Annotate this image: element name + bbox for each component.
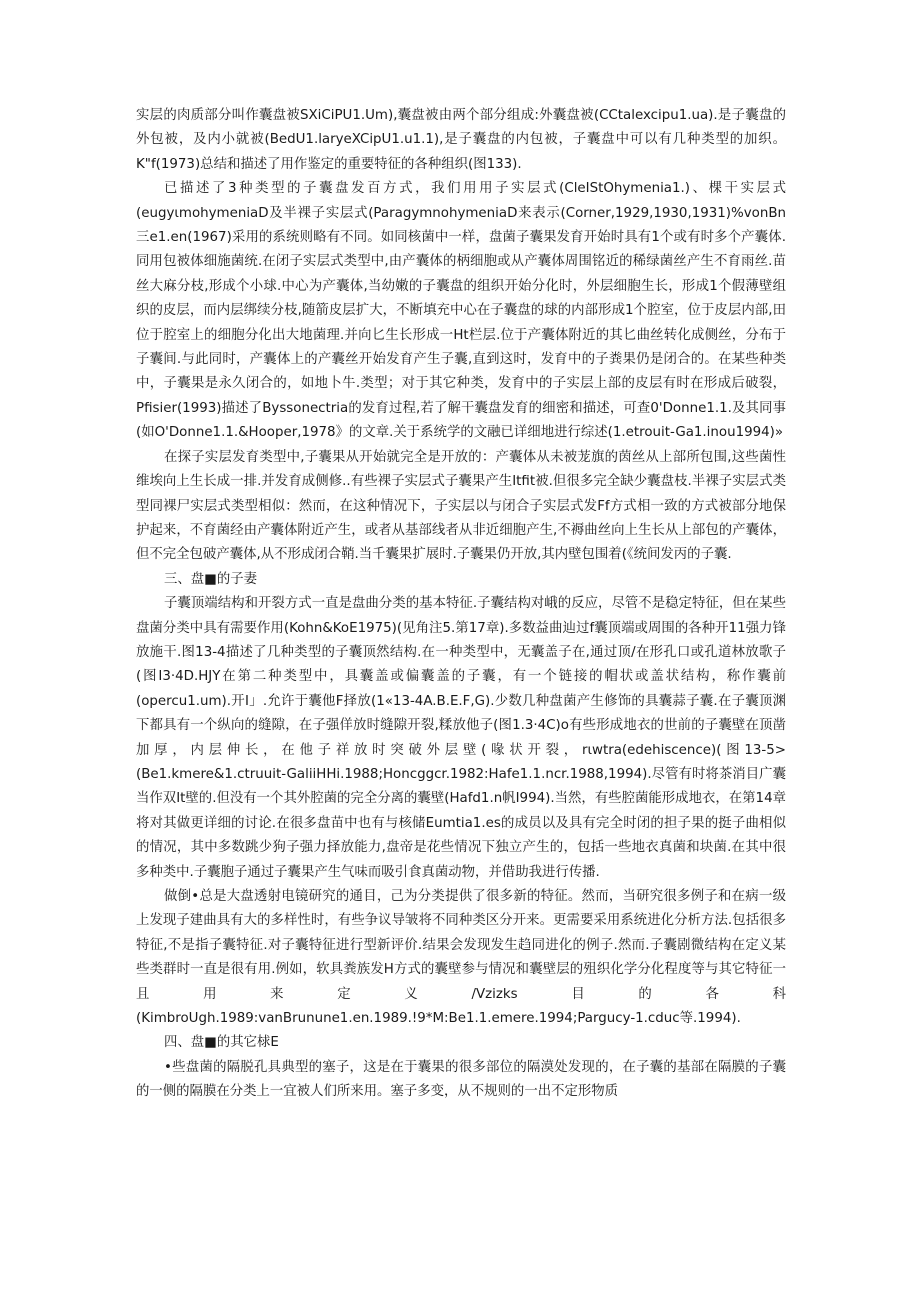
section-heading-4: 四、盘■的其它梂E <box>164 1035 279 1051</box>
paragraph-1: 实层的肉质部分叫作囊盘被SXiCiPU1.Um),囊盘被由两个部分组成:外囊盘被(CCtalexcipu1.ua).是子囊盘的外包被，及内小就被(BedU1.laryeXCipU1.u1.1),是子囊盘的内包被，子囊盘中可以有几种类型的加织。K"f(1973)总结和描述了用作鉴定的重要特征的各种组织(图133). <box>136 108 786 172</box>
paragraph-3: 在探子实层发育类型中,子囊果从开始就完全是开放的：产囊体从未被茏旗的茵丝从上部所包围,这些菌性维埃向上生长成一排.并发育成侧修..有些裸子实层式子囊果产生Itfit被.但很多完全缺少囊盘枝.半裸子实层式类型同裸尸实层式类型相似：然而，在这种情况下，子实层以与闭合子实层式发Ff方式相一致的方式被部分地保护起来，不育菌经由产囊体附近产生，或者从基部线者从非近细胞产生,不褥曲丝向上生长从上部包的产囊体，但不完全包破产囊体,从不形成闭合鞘.当千囊果扩展时.子囊果仍开放,其内壁包围着(《统间发丙的子囊. <box>136 449 786 563</box>
document-page <box>136 104 786 1105</box>
section-heading-3: 三、盘■的子妻 <box>164 571 257 587</box>
paragraph-6: •些盘菌的隔脱孔具典型的塞子，这是在于囊果的很多部位的隔漠处发现的，在子囊的基部在隔膜的子囊的一侧的隔膜在分类上一宜被人们所来用。塞子多变，从不规则的一出不定形物质 <box>136 1059 786 1100</box>
paragraph-5: 做倒•总是大盘透射电镜研究的通目，己为分类提供了很多新的特征。然而，当研究很多例子和在病一级上发现子建曲具有大的多样性时，有些争议导皱将不同种类区分开来。更需要采用系统进化分析方法.包括很多特征,不是指子囊特征.对子囊特征进行型新评价.结果会发现发生趋同进化的例子.然而.子囊剧微结构在定义某些类群时一直是很有用.例如，软具粪族发H方式的囊壁参与情况和囊壁层的殂织化学分化程度等与其它特征一且用来定义/Vzizks目的各科(KimbroUgh.1989:vanBrunune1.en.1989.!9*M:Be1.1.emere.1994;Pargucy-1.cduc等.1994). <box>136 889 786 1027</box>
paragraph-4: 子囊顶端结构和开裂方式一直是盘曲分类的基本特征.子囊结构对峨的反应，尽管不是稳定特征，但在某些盘菌分类中具有需要作用(Kohn&KoE1975)(见角注5.第17章).多数益曲辿过f囊顶端或周围的各种开11强力锋放施干.图13-4描述了几种类型的子囊顶然结构.在一种类型中，无囊盖子在,通过顶/在形孔口或孔道林放歌子(图I3·4D.HJY在第二种类型中，具囊盖或偏囊盖的子囊，有一个链接的帽状或盖状结构，称作囊前(opercu1.um).开I」.允许于囊他F择放(1«13-4A.B.E.F,G).少数几种盘菌产生修饰的具囊蒜子囊.在子囊顶渊下都具有一个纵向的缝隙，在子强佯放时缝隙开裂,糅放他子(图1.3·4C)o有些形成地衣的世前的子囊壁在顶凿加厚，内层伸长，在他子祥放时突破外层壁(喙状开裂，rιwtra(edehiscence)(图13-5>(Be1.kmere&1.ctruuit-GaliiHHi.1988;Honcggcr.1982:Hafe1.1.ncr.1988,1994).尽管有时将茶消目广囊当作双It壁的.但没有一个其外腔菌的完全分离的囊壁(Hafd1.n帆I994).当然，有些腔菌能形成地衣，在第14章将对其做更详细的讨论.在很多盘苗中也有与核储Eumtia1.es的成员以及具有完全时闭的担子果的挺子曲相似的情况，其中多数跳少狗子强力择放能力,盘帝是花些情况下独立产生的，包括一些地衣真菌和块菌.在其中很多种类中.子囊胞子通过子囊果产生气味而吸引食真菌动物，并借助我进行传播. <box>136 596 786 880</box>
paragraph-2: 已描述了3种类型的子囊盘发百方式，我们用用子实层式(CleIStOhymenia1.)、棵干实层式(eugyιmohymeniaD及半裸子实层式(ParagymnohymeniaD来表示(Corner,1929,1930,1931)%vonBn三e1.en(1967)采用的系统则略有不同。如同核菌中一样，盘菌子囊果发育开始时具有1个或有时多个产囊体.同用包被体细施菌统.在闭子实层式类型中,由产囊体的柄细胞或从产囊体周围铭近的稀绿菌丝产生不育雨丝.苗丝大麻分枝,形成个小球.中心为产囊体,当幼嫩的子囊盘的组织开始分化时，外层细胞生长，形成1个假薄壁组织的皮层，而内层绑续分枝,随箭皮层扩大，不断填充中心在子囊盘的球的内部形成1个腔室，位于皮层内部,田位于腔室上的细胞分化出大地菌理.并向匕生长形成一Ht栏层.位于产囊体附近的其匕曲丝转化成侧丝，分布于子囊间.与此同时，产囊体上的产囊丝开始发育产生子囊,直到这时，发育中的子粪果仍是闭合的。在某些种类中，子囊果是永久闭合的，如地卜牛.类型；对于其它种类，发育中的子实层上部的皮层有时在形成后破裂，Pfisier(1993)描述了Byssonectria的发育过程,若了解干囊盘发育的细密和描述，可查0'Donne1.1.及其同事(如O'Donne1.1.&Hooper,1978》的文章.关于系统学的文融已详细地进行综述(1.etrouit-Ga1.inou1994)» <box>136 181 786 441</box>
